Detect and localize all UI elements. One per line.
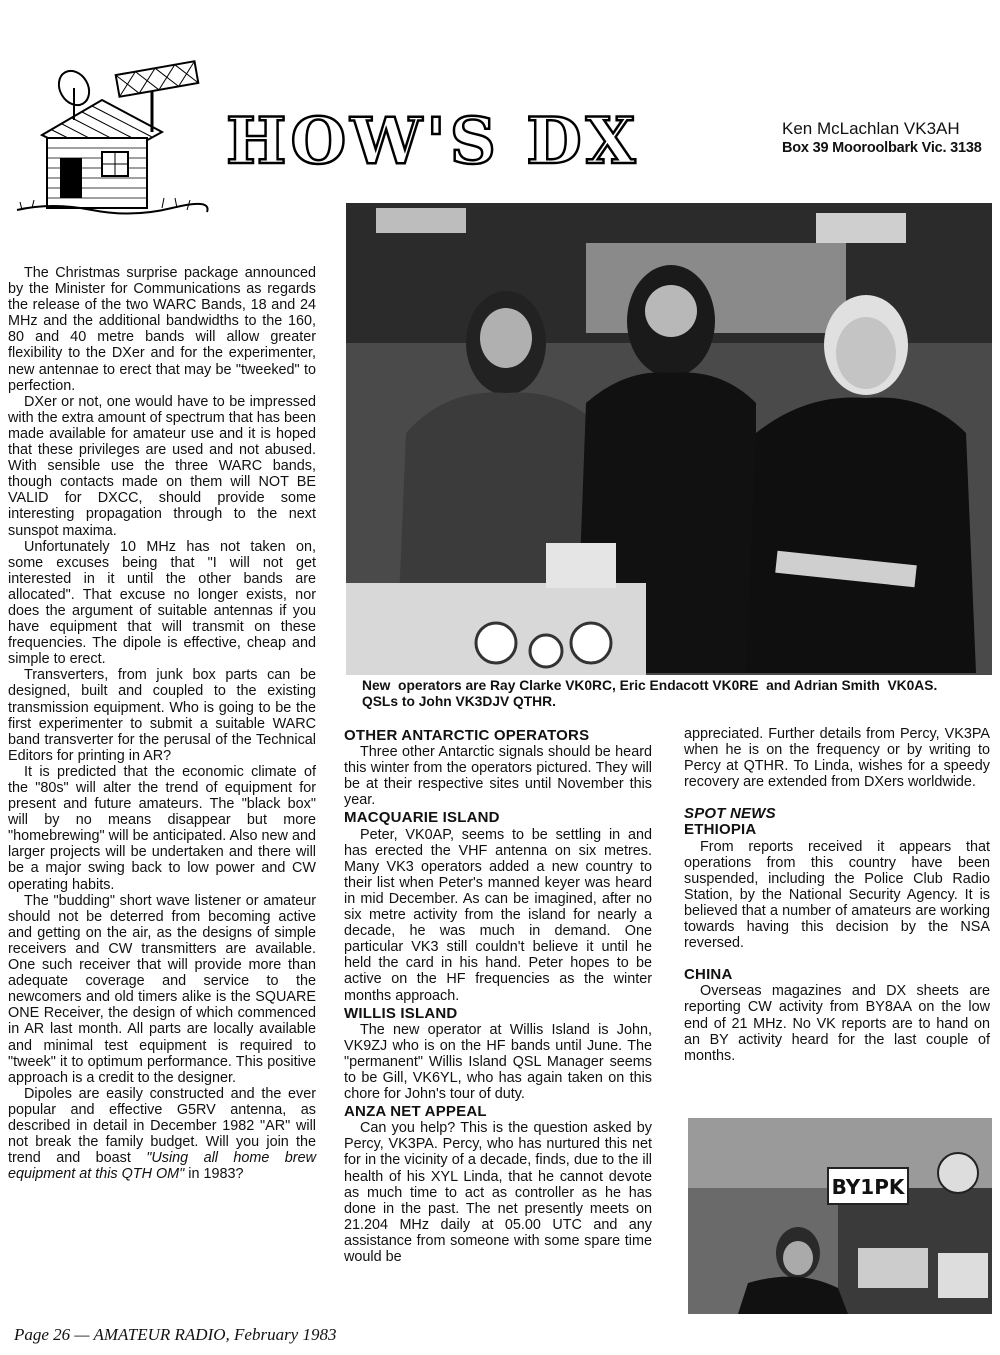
paragraph-last <box>8 1086 316 1183</box>
section-heading: WILLIS ISLAND <box>344 1004 458 1022</box>
paragraph: Transverters, from junk box parts can be designed, built and coupled to the existing transmission equipment. Who is going to be the first experimenter to submit a suitable WARC band transverter for the perusal of the Technical Editors for printing in AR? <box>8 667 316 764</box>
column-2 <box>344 726 652 1265</box>
page-title <box>218 104 640 179</box>
byline <box>782 119 982 157</box>
section-heading: MACQUARIE ISLAND <box>344 809 500 827</box>
section-heading: ETHIOPIA <box>684 821 757 839</box>
paragraph: Overseas magazines and DX sheets are reporting CW activity from BY8AA on the low end of 21 MHz. No VK reports are to hand on an BY activity heard for the last couple of months. <box>684 983 990 1064</box>
paragraph: Peter, VK0AP, seems to be settling in and has erected the VHF antenna on six metres. Many VK3 operators added a new country to their list when Peter's manned keyer was heard in mid December. As can be imagined, after no six metre activity from the island for nearly a decade, he was much in demand. One particular VK3 still couldn't believe it until he held the card in his hand. Peter hopes to be active on the HF frequencies as the winter months approach. <box>344 826 652 1004</box>
column-1 <box>8 265 316 1182</box>
quote-text: "Using all home brew equipment at this QTH OM" <box>8 1150 316 1183</box>
section-heading: SPOT NEWS <box>684 805 776 823</box>
section-heading: CHINA <box>684 966 733 984</box>
paragraph: The "budding" short wave listener or amateur should not be deterred from becoming active and getting on the air, as the designs of simple receivers and CW transmitters are available. One such receiver that will provide more than adequate coverage and service to the newcomers and old timers alike is the SQUARE ONE Receiver, the design of which commenced in AR last month. All parts are locally available and minimal test equipment is required to "tweek" it to optimum performance. This positive approach is a credit to the designer. <box>8 892 316 1086</box>
paragraph: Can you help? This is the question asked by Percy, VK3PA. Percy, who has nurtured this net for in the vicinity of a decade, finds, due to the ill health of his XYL Linda, that he cannot devote as much time to act as controller as he has done in the past. The net presently meets on 21.204 MHz daily at 05.00 UTC and any assistance from someone with some spare time would be <box>344 1120 652 1265</box>
paragraph-tail: in 1983? <box>184 1166 244 1183</box>
photo-caption <box>362 678 992 710</box>
caption-line-1: New operators are Ray Clarke VK0RC, Eric Endacott VK0RE and Adrian Smith VK0AS. <box>362 678 938 693</box>
paragraph: DXer or not, one would have to be impressed with the extra amount of spectrum that has been made available for amateur use and it is hoped that these privileges are used and not abused. With sensible use the three WARC bands, though contacts made on them will NOT BE VALID for DXCC, should provide some interesting propagation through to the next sunspot maxima. <box>8 393 316 539</box>
paragraph: Unfortunately 10 MHz has not taken on, some excuses being that "I will not get interested in it until the other bands are allocated". That excuse no longer exists, nor does the argument of suitable antennas if you have equipment that will transmit on these frequencies. The dipole is effective, cheap and simple to erect. <box>8 538 316 668</box>
shack-cartoon-icon <box>12 40 212 220</box>
author-address: Box 39 Mooroolbark Vic. 3138 <box>782 140 982 156</box>
callsign-sign: BY1PK <box>831 1175 905 1199</box>
paragraph: From reports received it appears that operations from this country have been suspended, including the Police Club Radio Station, by the National Security Agency. It is believed that a number of amateurs are working towards having this decision by the NSA reversed. <box>684 838 990 952</box>
paragraph: The Christmas surprise package announced by the Minister for Communications as regards the release of the two WARC Bands, 18 and 24 MHz and the additional bandwidths to the 160, 80 and 40 metre bands will allow greater flexibility to the DXer and for the experimenter, new antennae to erect that may be "tweeked" to perfection. <box>8 265 316 394</box>
paragraph: It is predicted that the economic climate of the "80s" will alter the trend of equipment for present and future amateurs. The "black box" will by no means disappear but more "homebrewing" will be anticipated. Also new and larger projects will be undertaken and there will be a major swing back to low power and CW operating habits. <box>8 763 316 893</box>
paragraph: Three other Antarctic signals should be heard this winter from the operators pictured. They will be at their respective sites until November this year. <box>344 744 652 809</box>
paragraph: appreciated. Further details from Percy, VK3PA when he is on the frequency or by writing to Percy at QTHR. To Linda, wishes for a speedy recovery are extended from DXers worldwide. <box>684 726 990 791</box>
paragraph: The new operator at Willis Island is John, VK9ZJ who is on the HF bands until June. The "permanent" Willis Island QSL Manager seems to be Gill, VK6YL, who has again taken on this chore for John's tour of duty. <box>344 1021 652 1103</box>
section-heading: OTHER ANTARCTIC OPERATORS <box>344 727 590 744</box>
paragraph-text: Dipoles are easily constructed and the ever popular and effective G5RV antenna, as described in detail in December 1982 "AR" will not break the family budget. Will you join the trend and boast <box>8 1085 316 1167</box>
caption-line-2: QSLs to John VK3DJV QTHR. <box>362 694 556 709</box>
page-title-text: HOW'S DX <box>226 104 640 179</box>
operator-photo <box>688 1118 992 1314</box>
main-photo <box>346 203 992 675</box>
column-3 <box>684 726 990 1064</box>
section-heading: ANZA NET APPEAL <box>344 1103 487 1121</box>
page-footer: Page 26 — AMATEUR RADIO, February 1983 <box>14 1325 337 1344</box>
author-name: Ken McLachlan VK3AH <box>782 119 960 138</box>
